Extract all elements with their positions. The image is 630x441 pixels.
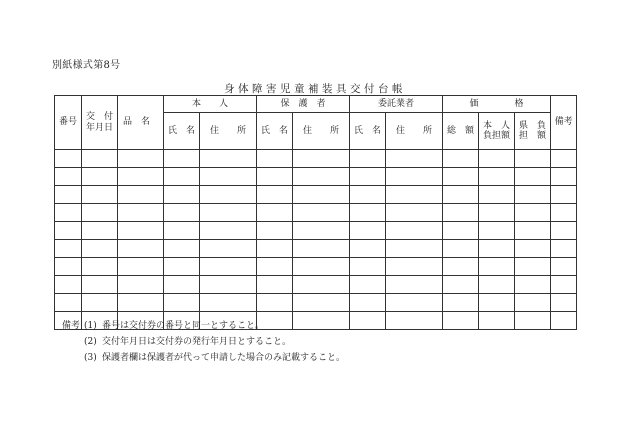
table-cell	[55, 186, 82, 204]
table-cell	[386, 312, 443, 330]
table-cell	[293, 240, 350, 258]
table-cell	[293, 222, 350, 240]
table-cell	[82, 222, 118, 240]
header-total: 総 額	[443, 113, 479, 150]
table-cell	[551, 204, 577, 222]
header-person-name: 氏 名	[164, 113, 200, 150]
header-number: 番号	[55, 96, 82, 150]
table-cell	[257, 240, 293, 258]
header-guardian-name: 氏 名	[257, 113, 293, 150]
table-cell	[443, 276, 479, 294]
table-cell	[386, 204, 443, 222]
form-number: 別紙様式第8号	[52, 60, 121, 71]
table-cell	[293, 150, 350, 168]
table-row	[55, 186, 577, 204]
document-title: 身体障害児童補装具交付台帳	[224, 83, 406, 95]
table-cell	[118, 222, 164, 240]
table-cell	[551, 312, 577, 330]
table-cell	[164, 168, 200, 186]
table-cell	[118, 240, 164, 258]
table-cell	[350, 222, 386, 240]
table-row	[55, 240, 577, 258]
table-cell	[515, 258, 551, 276]
table-cell	[479, 276, 515, 294]
table-cell	[118, 258, 164, 276]
table-cell	[200, 150, 257, 168]
table-cell	[118, 150, 164, 168]
table-cell	[55, 222, 82, 240]
table-cell	[164, 204, 200, 222]
table-cell	[55, 150, 82, 168]
table-cell	[551, 240, 577, 258]
table-cell	[386, 168, 443, 186]
note-item-1: 備考 (1) 番号は交付券の番号と同一とすること。	[62, 318, 345, 334]
table-cell	[515, 168, 551, 186]
table-cell	[479, 240, 515, 258]
table-cell	[515, 240, 551, 258]
header-remarks: 備考	[551, 96, 577, 150]
table-cell	[55, 240, 82, 258]
notes	[62, 318, 345, 366]
table-cell	[118, 168, 164, 186]
table-cell	[118, 186, 164, 204]
table-cell	[350, 186, 386, 204]
table-cell	[257, 294, 293, 312]
table-cell	[257, 150, 293, 168]
table-cell	[479, 222, 515, 240]
table-cell	[55, 258, 82, 276]
table-cell	[443, 186, 479, 204]
header-price: 価 格	[443, 96, 551, 113]
table-cell	[257, 276, 293, 294]
table-cell	[386, 222, 443, 240]
table-cell	[350, 276, 386, 294]
table-cell	[293, 276, 350, 294]
table-cell	[479, 312, 515, 330]
header-person-address: 住 所	[200, 113, 257, 150]
table-cell	[164, 150, 200, 168]
table-cell	[164, 186, 200, 204]
table-cell	[118, 294, 164, 312]
table-cell	[293, 186, 350, 204]
table-cell	[200, 204, 257, 222]
table-cell	[479, 168, 515, 186]
table-cell	[82, 150, 118, 168]
table-cell	[479, 294, 515, 312]
table-cell	[293, 168, 350, 186]
header-contractor-address: 住 所	[386, 113, 443, 150]
table-cell	[55, 204, 82, 222]
table-cell	[164, 276, 200, 294]
table-cell	[443, 168, 479, 186]
table-cell	[515, 204, 551, 222]
header-guardian: 保 護 者	[257, 96, 350, 113]
header-contractor: 委託業者	[350, 96, 443, 113]
table-cell	[551, 276, 577, 294]
table-cell	[82, 186, 118, 204]
table-cell	[118, 204, 164, 222]
table-cell	[443, 258, 479, 276]
table-cell	[82, 168, 118, 186]
header-issue-date: 交 付 年月日	[82, 96, 118, 150]
table-cell	[386, 294, 443, 312]
table-cell	[82, 294, 118, 312]
note-item-3: (3) 保護者欄は保護者が代って申請した場合のみ記載すること。	[84, 353, 346, 363]
table-cell	[551, 186, 577, 204]
table-cell	[55, 168, 82, 186]
table-cell	[479, 186, 515, 204]
table-cell	[257, 186, 293, 204]
table-cell	[443, 150, 479, 168]
ledger-body	[55, 150, 577, 330]
table-cell	[350, 294, 386, 312]
table-cell	[443, 240, 479, 258]
table-cell	[257, 258, 293, 276]
table-cell	[164, 258, 200, 276]
table-cell	[515, 186, 551, 204]
table-cell	[551, 168, 577, 186]
table-row	[55, 168, 577, 186]
table-cell	[515, 276, 551, 294]
table-cell	[515, 294, 551, 312]
table-cell	[515, 150, 551, 168]
table-cell	[443, 204, 479, 222]
note-item-2: (2) 交付年月日は交付券の発行年月日とすること。	[84, 337, 292, 347]
table-cell	[350, 168, 386, 186]
table-cell	[293, 204, 350, 222]
table-cell	[350, 204, 386, 222]
table-cell	[257, 222, 293, 240]
header-person: 本 人	[164, 96, 257, 113]
table-row	[55, 294, 577, 312]
table-cell	[350, 240, 386, 258]
header-item-name: 品 名	[118, 96, 164, 150]
table-cell	[443, 294, 479, 312]
table-cell	[82, 204, 118, 222]
table-cell	[55, 294, 82, 312]
table-cell	[82, 258, 118, 276]
table-cell	[82, 276, 118, 294]
table-cell	[200, 168, 257, 186]
table-row	[55, 150, 577, 168]
table-cell	[164, 294, 200, 312]
table-cell	[350, 150, 386, 168]
table-cell	[164, 222, 200, 240]
header-self-burden: 本 人 負担額	[479, 113, 515, 150]
ledger-table	[54, 95, 577, 330]
table-cell	[293, 294, 350, 312]
table-cell	[443, 312, 479, 330]
header-row-1	[55, 96, 577, 113]
header-prefecture-burden: 県 負 担 額	[515, 113, 551, 150]
table-cell	[515, 312, 551, 330]
header-contractor-name: 氏 名	[350, 113, 386, 150]
table-cell	[551, 258, 577, 276]
table-cell	[200, 186, 257, 204]
table-cell	[479, 150, 515, 168]
table-cell	[200, 222, 257, 240]
table-cell	[200, 240, 257, 258]
table-cell	[386, 276, 443, 294]
table-cell	[82, 240, 118, 258]
table-row	[55, 276, 577, 294]
header-guardian-address: 住 所	[293, 113, 350, 150]
table-cell	[386, 186, 443, 204]
table-cell	[164, 240, 200, 258]
table-cell	[350, 258, 386, 276]
table-cell	[293, 258, 350, 276]
table-cell	[479, 204, 515, 222]
table-row	[55, 204, 577, 222]
table-cell	[479, 258, 515, 276]
table-row	[55, 222, 577, 240]
table-cell	[350, 312, 386, 330]
table-cell	[200, 258, 257, 276]
notes-lead: 備考	[62, 321, 81, 331]
table-cell	[386, 150, 443, 168]
table-cell	[55, 276, 82, 294]
table-cell	[200, 276, 257, 294]
table-cell	[551, 222, 577, 240]
table-cell	[551, 294, 577, 312]
table-cell	[257, 204, 293, 222]
table-cell	[515, 222, 551, 240]
table-cell	[257, 168, 293, 186]
table-cell	[443, 222, 479, 240]
table-cell	[386, 258, 443, 276]
table-row	[55, 258, 577, 276]
table-cell	[551, 150, 577, 168]
table-cell	[118, 276, 164, 294]
table-cell	[200, 294, 257, 312]
table-cell	[386, 240, 443, 258]
